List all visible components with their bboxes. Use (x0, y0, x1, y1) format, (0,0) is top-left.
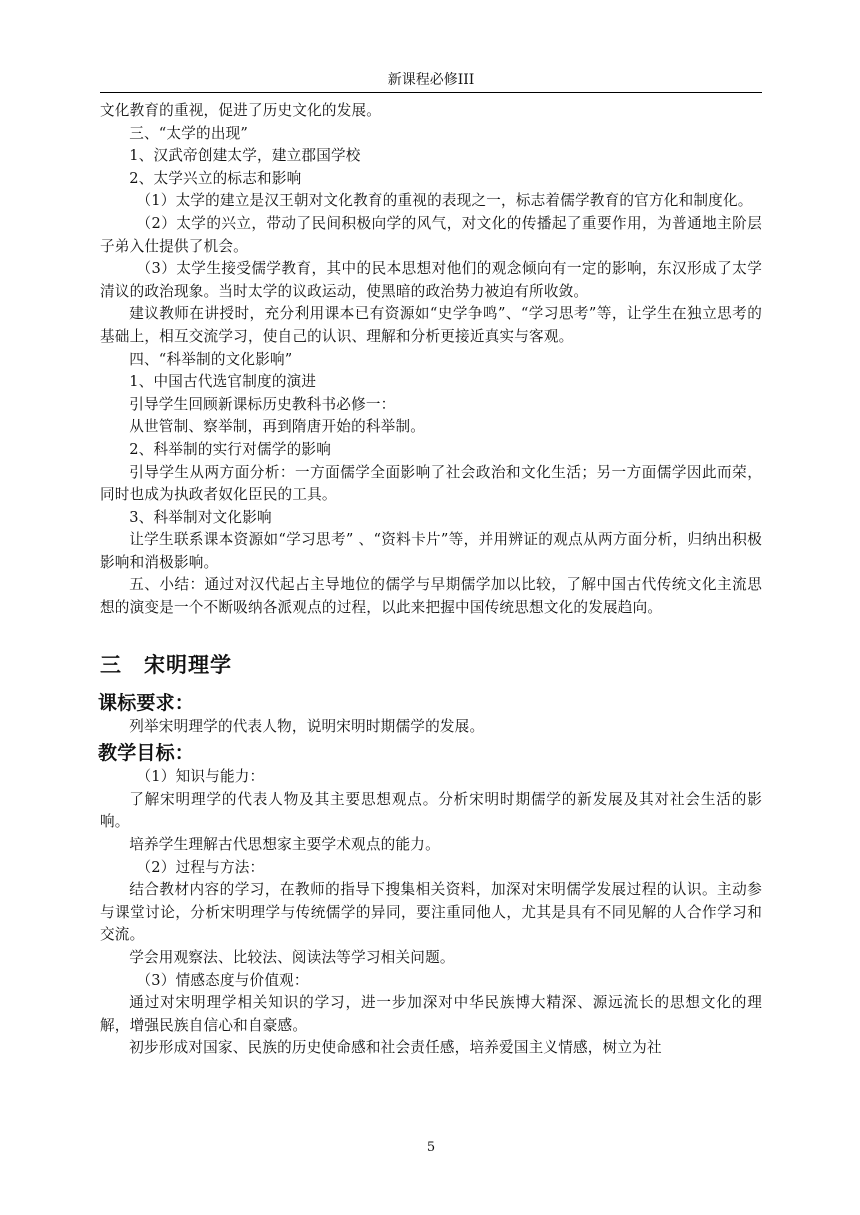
subsection-heading: 四、“科举制的文化影响” (129, 350, 293, 368)
paragraph: 培养学生理解古代思想家主要学术观点的能力。 (129, 836, 440, 854)
goal-subheading: （2）过程与方法： (136, 858, 265, 876)
list-item: 2、科举制的实行对儒学的影响 (129, 440, 331, 458)
goal-subheading: （3）情感态度与价值观： (136, 971, 309, 989)
paragraph: （3）太学生接受儒学教育，其中的民本思想对他们的观念倾向有一定的影响，东汉形成了太学清议的政治现象。当时太学的议政运动，使黑暗的政治势力被迫有所收敛。 (100, 260, 762, 300)
section-title: 三 宋明理学 (100, 652, 232, 677)
paragraph: 文化教育的重视，促进了历史文化的发展。 (100, 102, 382, 119)
subsection-heading: 三、“太学的出现” (129, 124, 249, 142)
document-body (100, 100, 762, 1060)
paragraph: 学会用观察法、比较法、阅读法等学习相关问题。 (129, 949, 455, 966)
list-item: 3、科举制对文化影响 (129, 508, 272, 526)
paragraph: （1）太学的建立是汉王朝对文化教育的重视的表现之一，标志着儒学教育的官方化和制度化。 (136, 192, 753, 210)
paragraph: 列举宋明理学的代表人物，说明宋明时期儒学的发展。 (129, 717, 485, 735)
goal-subheading: （1）知识与能力： (136, 768, 265, 786)
paragraph: 结合教材内容的学习，在教师的指导下搜集相关资料，加深对宋明儒学发展过程的认识。主动参与课堂讨论，分析宋明理学与传统儒学的异同，要注重同他人，尤其是具有不同见解的人合作学习和交流。 (100, 881, 762, 944)
heading-standards: 课标要求： (98, 691, 195, 714)
paragraph: 了解宋明理学的代表人物及其主要思想观点。分析宋明时期儒学的新发展及其对社会生活的影响。 (100, 790, 762, 831)
list-item: 1、汉武帝创建太学，建立郡国学校 (129, 147, 361, 165)
paragraph: 让学生联系课本资源如“学习思考” 、“资料卡片”等，并用辨证的观点从两方面分析，归纳出积极影响和消极影响。 (100, 531, 762, 571)
paragraph: 五、小结：通过对汉代起占主导地位的儒学与早期儒学加以比较，了解中国古代传统文化主流思想的演变是一个不断吸纳各派观点的过程，以此来把握中国传统思想文化的发展趋向。 (100, 576, 762, 617)
page-number: 5 (426, 1140, 436, 1155)
paragraph: 初步形成对国家、民族的历史使命感和社会责任感，培养爱国主义情感，树立为社 (129, 1039, 662, 1057)
paragraph: （2）太学的兴立，带动了民间积极向学的风气，对文化的传播起了重要作用，为普通地主阶层子弟入仕提供了机会。 (100, 214, 762, 255)
paragraph: 引导学生回顾新课标历史教科书必修一： (129, 395, 396, 413)
list-item: 1、中国古代选官制度的演进 (129, 373, 317, 391)
paragraph: 从世管制、察举制，再到隋唐开始的科举制。 (129, 418, 426, 436)
list-item: 2、太学兴立的标志和影响 (129, 169, 302, 187)
heading-goals: 教学目标： (98, 742, 195, 765)
header-divider (100, 92, 762, 93)
running-header: 新课程必修III (387, 72, 475, 88)
paragraph: 通过对宋明理学相关知识的学习，进一步加深对中华民族博大精深、源远流长的思想文化的理解，增强民族自信心和自豪感。 (100, 994, 762, 1034)
paragraph: 引导学生从两方面分析：一方面儒学全面影响了社会政治和文化生活；另一方面儒学因此而荣，同时也成为执政者奴化臣民的工具。 (100, 463, 762, 504)
paragraph: 建议教师在讲授时，充分利用课本已有资源如“史学争鸣”、“学习思考”等，让学生在独立思考的基础上，相互交流学习，使自己的认识、理解和分析更接近真实与客观。 (100, 305, 762, 345)
